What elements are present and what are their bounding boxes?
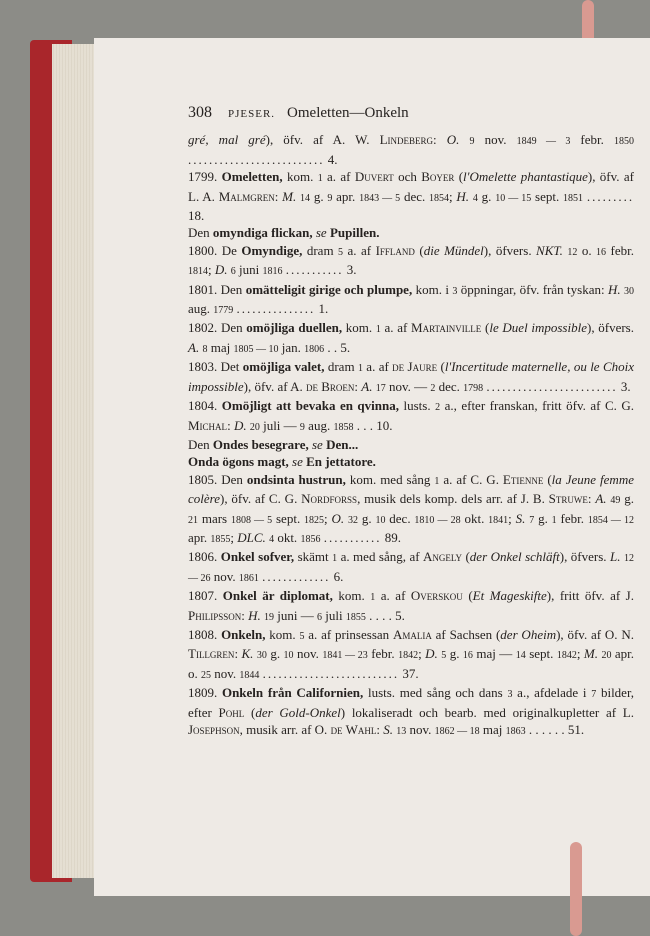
page-content <box>188 104 634 740</box>
entry-1801: 1801. Den omätteligit girige och plumpe, kom. i 3 öppningar, öfv. från tyskan: H. 30 aug. 1779 ............... 1. <box>188 281 634 317</box>
entry-continued: gré, mal gré), öfv. af A. W. Lindeberg: O. 9 nov. 1849 — 3 febr. 1850 .......................... 4. <box>188 132 634 167</box>
entry-cross-ref-2: Den Ondes besegrare, se Den... <box>188 436 359 452</box>
running-header <box>188 104 634 123</box>
entry-1803: 1803. Det omöjliga valet, dram 1 a. af de Jaure (l'Incertitude maternelle, ou le Choix impossible), öfv. af A. de Broen: A. 17 nov. — 2 dec. 1798 ......................... 3. <box>188 359 634 394</box>
entry-1799: 1799. Omeletten, kom. 1 a. af Duvert och Boyer (l'Omelette phantastique), öfv. af L. A. Malmgren: M. 14 g. 9 apr. 1843 — 5 dec. 1854; H. 4 g. 10 — 15 sept. 1851 ......... 18. <box>188 169 635 224</box>
page-number: 308 <box>188 104 212 121</box>
entry-1804: 1804. Omöjligt att bevaka en qvinna, lusts. 2 a., efter franskan, fritt öfv. af C. G. Michal: D. 20 juli — 9 aug. 1858 . . . 10. <box>188 398 635 433</box>
entry-cross-ref-3: Onda ögons magt, se En jettatore. <box>188 454 376 470</box>
entry-1807: 1807. Onkel är diplomat, kom. 1 a. af Overskou (Et Mageskifte), fritt öfv. af J. Philipsson: H. 19 juni — 6 juli 1855 . . . . 5. <box>188 588 634 623</box>
bookmark-ribbon-bottom <box>570 842 582 936</box>
entry-1802: 1802. Den omöjliga duellen, kom. 1 a. af Martainville (le Duel impossible), öfvers. A. 8 maj 1805 — 10 jan. 1806 . . 5. <box>188 320 634 355</box>
entry-1805: 1805. Den ondsinta hustrun, kom. med sång 1 a. af C. G. Etienne (la Jeune femme colère), öfv. af C. G. Nordforss, musik dels komp. dels arr. af J. B. Struwe: A. 49 g. 21 mars 1808 — 5 sept. 1825; O. 32 g. 10 dec. 1810 — 28 okt. 1841; S. 7 g. 1 febr. 1854 — 12 apr. 1855; DLC. 4 okt. 1856 ........... 89. <box>188 471 635 545</box>
section-title: Omeletten—Onkeln <box>287 105 409 121</box>
entry-1800: 1800. De Omyndige, dram 5 a. af Iffland (die Mündel), öfvers. NKT. 12 o. 16 febr. 1814; D. 6 juni 1816 ........... 3. <box>188 242 634 278</box>
entry-1809: 1809. Onkeln från Californien, lusts. med sång och dans 3 a., afdelade i 7 bilder, efter Pohl (der Gold-Onkel) lokaliseradt och bearb. med originalkupletter af L. Josephson, musik arr. af O. de Wahl: S. 13 nov. 1862 — 18 maj 1863 . . . . . . 51. <box>188 685 635 737</box>
entry-1808: 1808. Onkeln, kom. 5 a. af prinsessan Amalia af Sachsen (der Oheim), öfv. af O. N. Tillgren: K. 30 g. 10 nov. 1841 — 23 febr. 1842; D. 5 g. 16 maj — 14 sept. 1842; M. 20 apr. o. 25 nov. 1844 .......................... 37. <box>188 626 635 681</box>
entry-1806: 1806. Onkel sofver, skämt 1 a. med sång, af Angely (der Onkel schläft), öfvers. L. 12 — 26 nov. 1861 ............. 6. <box>188 549 634 584</box>
entry-cross-ref-1: Den omyndiga flickan, se Pupillen. <box>188 225 380 241</box>
running-title: PJESER. <box>228 108 276 120</box>
